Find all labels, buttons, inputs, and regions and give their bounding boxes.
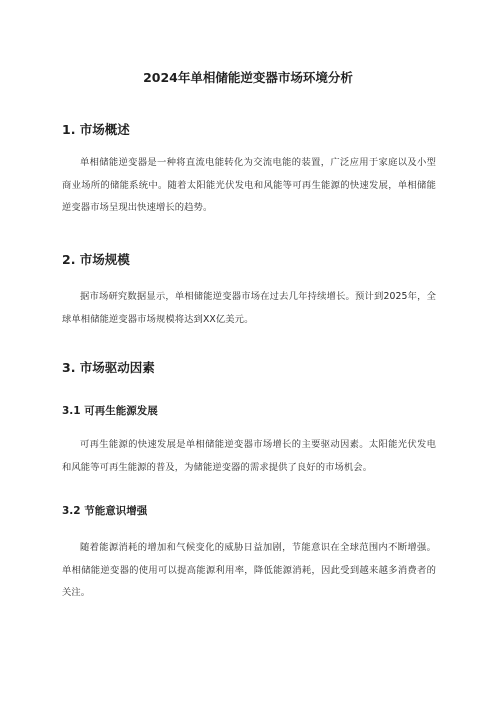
paragraph-energy-saving: 随着能源消耗的增加和气候变化的威胁日益加剧，节能意识在全球范围内不断增强。单相储能逆变器的使用可以提高能源利用率，降低能源消耗，因此受到越来越多消费者的关注。 [62, 542, 436, 598]
subsection-heading-energy-saving: 3.2 节能意识增强 [62, 505, 148, 517]
subsection-heading-renewable-energy: 3.1 可再生能源发展 [62, 405, 158, 417]
paragraph-market-size: 据市场研究数据显示，单相储能逆变器市场在过去几年持续增长。预计到2025年，全球单相储能逆变器市场规模将达到XX亿美元。 [62, 291, 436, 325]
section-heading-market-overview: 1. 市场概述 [62, 122, 130, 137]
paragraph-renewable-energy: 可再生能源的快速发展是单相储能逆变器市场增长的主要驱动因素。太阳能光伏发电和风能等可再生能源的普及，为储能逆变器的需求提供了良好的市场机会。 [62, 439, 436, 473]
paragraph-market-overview: 单相储能逆变器是一种将直流电能转化为交流电能的装置，广泛应用于家庭以及小型商业场所的储能系统中。随着太阳能光伏发电和风能等可再生能源的快速发展，单相储能逆变器市场呈现出快速增长的趋势。 [62, 157, 436, 213]
section-heading-market-drivers: 3. 市场驱动因素 [62, 360, 155, 375]
document-title: 2024年单相储能逆变器市场环境分析 [143, 70, 353, 85]
section-heading-market-size: 2. 市场规模 [62, 252, 130, 267]
